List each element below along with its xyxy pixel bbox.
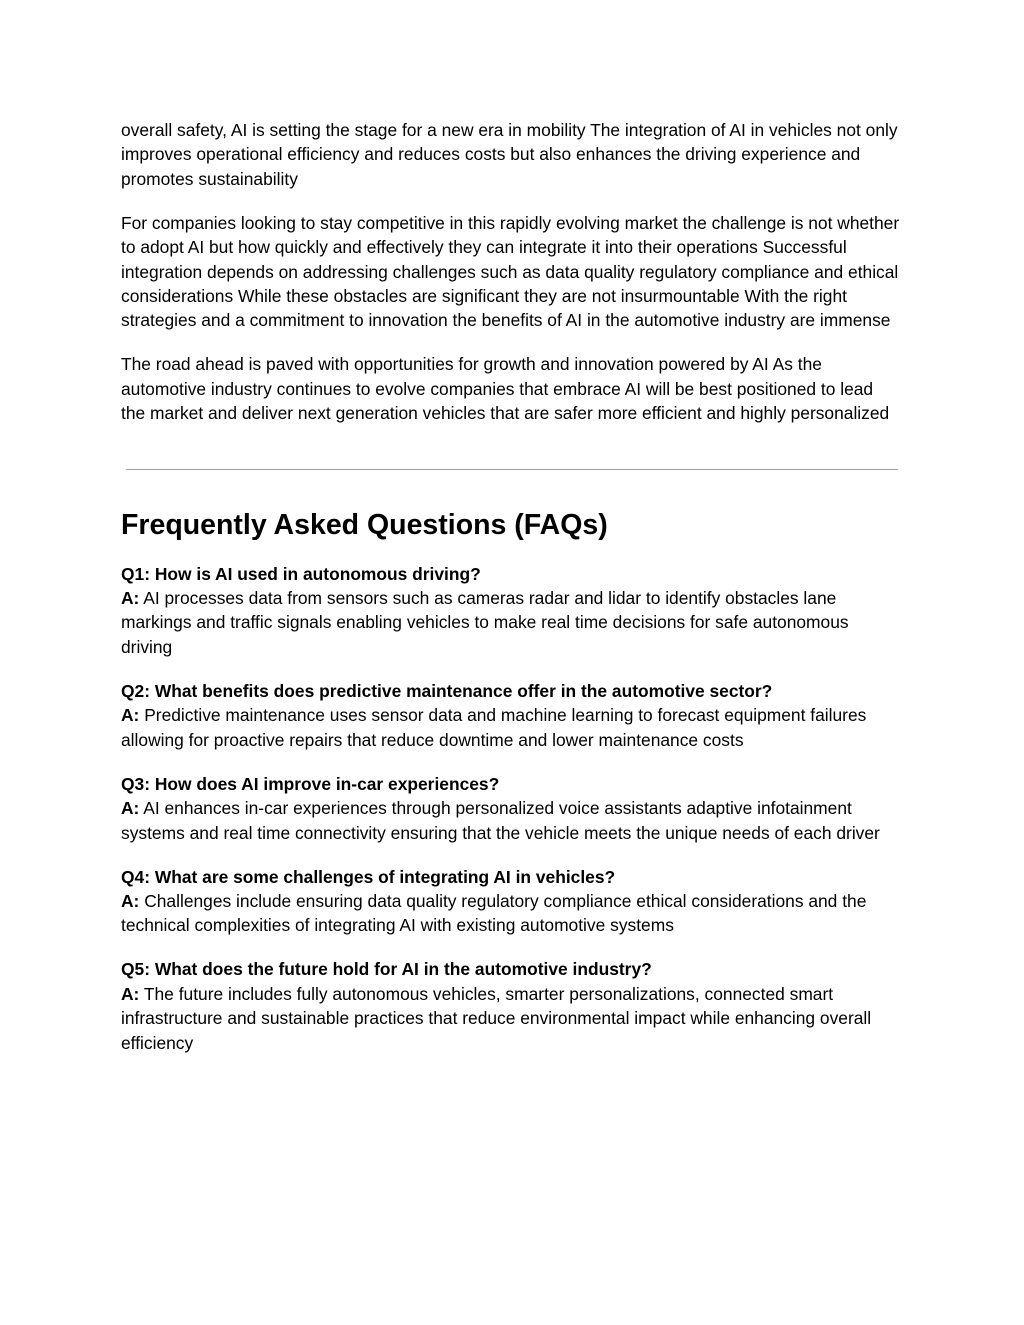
faq-answer: AI processes data from sensors such as cameras radar and lidar to identify obstacles lane markings and traffic signals enabling vehicles to make real time decisions for safe autonomous driving (121, 588, 849, 657)
faq-question: Q1: How is AI used in autonomous driving? (121, 563, 481, 584)
body-paragraph: overall safety, AI is setting the stage for a new era in mobility The integration of AI in vehicles not only improves operational efficiency and reduces costs but also enhances the driving experience and promotes sustainability (121, 120, 898, 189)
faq-answer: The future includes fully autonomous vehicles, smarter personalizations, connected smart infrastructure and sustainable practices that reduce environmental impact while enhancing overall efficiency (121, 983, 872, 1053)
faq-answer-label: A: (121, 588, 140, 609)
faq-question: Q2: What benefits does predictive maintenance offer in the automotive sector? (121, 680, 773, 701)
faq-item (121, 772, 901, 845)
faq-heading: Frequently Asked Questions (FAQs) (121, 508, 608, 541)
faq-item (121, 679, 901, 752)
faq-question: Q5: What does the future hold for AI in the automotive industry? (121, 959, 652, 980)
document-page (121, 118, 901, 1075)
faq-answer: Challenges include ensuring data quality regulatory compliance ethical considerations and the technical complexities of integrating AI with existing automotive systems (121, 890, 867, 936)
faq-answer-label: A: (121, 983, 140, 1004)
faq-answer: AI enhances in-car experiences through personalized voice assistants adaptive infotainment systems and real time connectivity ensuring that the vehicle meets the unique needs of each driver (121, 798, 880, 843)
faq-item (121, 562, 901, 660)
faq-answer-label: A: (121, 705, 140, 726)
faq-answer-label: A: (121, 890, 140, 911)
body-paragraph: For companies looking to stay competitive in this rapidly evolving market the challenge is not whether to adopt AI but how quickly and effectively they can integrate it into their operations Successful integration depends on addressing challenges such as data quality regulatory compliance and ethical considerations While these obstacles are significant they are not insurmountable With the right strategies and a commitment to innovation the benefits of AI in the automotive industry are immense (121, 212, 900, 331)
body-paragraph: The road ahead is paved with opportunities for growth and innovation powered by AI As the automotive industry continues to evolve companies that embrace AI will be best positioned to lead the market and deliver next generation vehicles that are safer more efficient and highly personalized (121, 354, 890, 424)
faq-answer: Predictive maintenance uses sensor data and machine learning to forecast equipment failures allowing for proactive repairs that reduce downtime and lower maintenance costs (121, 705, 867, 750)
section-divider (126, 469, 898, 470)
faq-item (121, 865, 901, 938)
faq-question: Q3: How does AI improve in-car experiences? (121, 773, 500, 794)
faq-answer-label: A: (121, 798, 140, 819)
faq-question: Q4: What are some challenges of integrating AI in vehicles? (121, 866, 616, 887)
faq-item (121, 957, 901, 1055)
